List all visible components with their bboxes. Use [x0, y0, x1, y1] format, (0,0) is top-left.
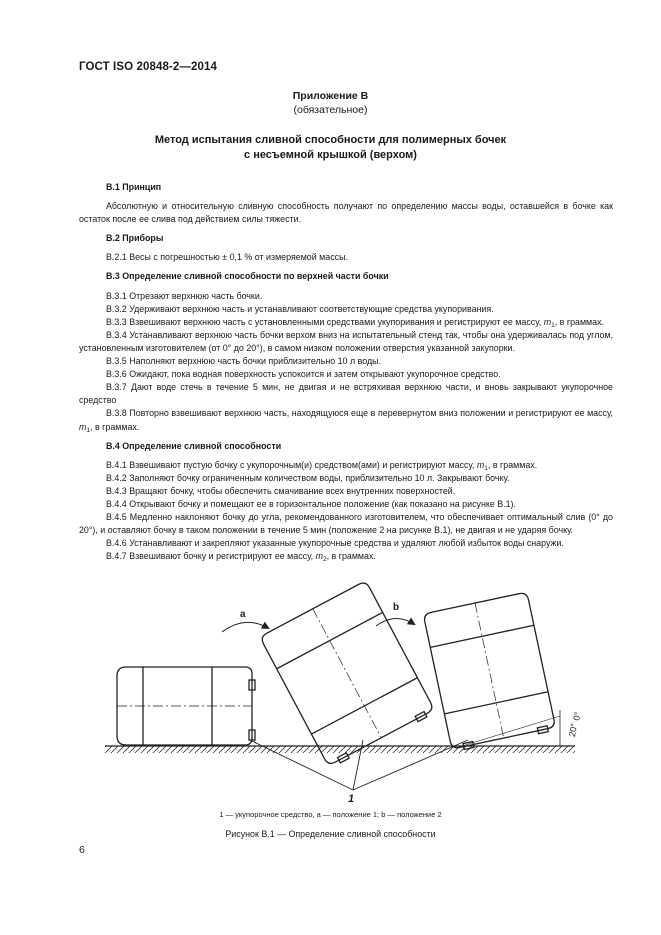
clause-b3-7: В.3.7 Дают воде стечь в течение 5 мин, не двигая и не встряхивая верхнюю части, и вновь закрывают укупорочное средство	[79, 382, 613, 406]
clause-b4-3: В.4.3 Вращают бочку, чтобы обеспечить смачивание всех внутренних поверхностей.	[106, 485, 456, 496]
label-1: 1	[348, 793, 355, 805]
annex-heading-line-1: Метод испытания сливной способности для полимерных бочек	[154, 134, 507, 146]
clause-b3-5: В.3.5 Наполняют верхнюю часть бочки приблизительно 10 л воды.	[106, 356, 381, 367]
drum-horizontal	[117, 667, 255, 745]
annex-heading-line-2: с несъемной крышкой (верхом)	[244, 149, 417, 161]
drum-tilted-a	[260, 581, 436, 769]
label-b: b	[393, 602, 400, 613]
annex-status: (обязательное)	[293, 104, 368, 116]
angle-label: 20°	[566, 722, 580, 738]
figure-legend: 1 — укупорочное средство, a — положение 1; b — положение 2	[219, 810, 442, 819]
section-b1-title: В.1 Принцип	[106, 182, 162, 192]
section-b1-text: Абсолютную и относительную сливную способность получают по определению массы воды, оставшейся в бочке как остаток после ее слива под действием силы тяжести.	[79, 201, 613, 225]
clause-b4-1: В.4.1 Взвешивают пустую бочку с укупорочным(и) средством(ами) и регистрируют массу, $m_1$, в граммах.	[106, 459, 538, 472]
label-a: a	[240, 609, 246, 620]
clause-b4-6: В.4.6 Устанавливают и закрепляют указанные укупорочные средства и удаляют любой избыток воды снаружи.	[106, 538, 564, 549]
clause-b3-1: В.3.1 Отрезают верхнюю часть бочки.	[106, 290, 263, 301]
angle-ray	[462, 716, 560, 746]
annex-title: Приложение В	[292, 90, 369, 102]
clause-b4-4: В.4.4 Открывают бочку и помещают ее в горизонтальное положение (как показано на рисунке В.1).	[106, 498, 516, 509]
clause-b4-5: В.4.5 Медленно наклоняют бочку до угла, рекомендованного изготовителем, что обеспечивает оптимальный слив (0° до 20°), и оставляют бочку в таком положении в течение 5 мин (положение 2 на рисунке В.1), не двигая и не ударяя бочку.	[79, 512, 613, 536]
drum-tilted-b	[423, 592, 556, 752]
page-number: 6	[79, 844, 85, 856]
section-b3-title: В.3 Определение сливной способности по верхней части бочки	[106, 271, 389, 282]
ground-hatch	[105, 746, 575, 753]
clause-b3-8: В.3.8 Повторно взвешивают верхнюю часть, находящуюся еще в перевернутом вниз положении и регистрируют ее массу, $m_1$, в граммах.	[79, 408, 613, 434]
rotation-arrow-a	[222, 622, 268, 632]
clause-b3-4: В.3.4 Устанавливают верхнюю часть бочки верхом вниз на испытательный стенд так, чтобы она удерживалась под углом, установленным изготовителем (от 0° до 20°), в самом низком положении отверстия указанной закупорки.	[79, 329, 613, 353]
clause-b3-2: В.3.2 Удерживают верхнюю часть и устанавливают соответствующие средства укупоривания.	[106, 303, 494, 314]
clause-b2-1: В.2.1 Весы с погрешностью ± 0,1 % от измеряемой массы.	[106, 252, 348, 263]
section-b2-title: В.2 Приборы	[106, 233, 164, 244]
document-body	[79, 181, 613, 563]
angle-zero-label: 0°	[571, 711, 583, 722]
clause-b3-3: В.3.3 Взвешивают верхнюю часть с установленными средствами укупоривания и регистрируют ее массу, $m_1$, в граммах.	[106, 316, 604, 329]
clause-b4-2: В.4.2 Заполняют бочку ограниченным количеством воды, приблизительно 10 л. Закрывают бочку.	[106, 472, 510, 483]
drum-drain-figure	[100, 590, 583, 805]
clause-b4-7: В.4.7 Взвешивают бочку и регистрируют ее массу, $m_2$, в граммах.	[106, 551, 376, 564]
rotation-arrow-b	[376, 618, 414, 626]
section-b4-title: В.4 Определение сливной способности	[106, 440, 282, 451]
clause-b3-6: В.3.6 Ожидают, пока водная поверхность успокоится и затем открывают укупорочное средство.	[106, 369, 501, 380]
annex-heading	[0, 133, 661, 163]
document-header: ГОСТ ISO 20848-2—2014	[79, 61, 217, 73]
figure-caption: Рисунок В.1 — Определение сливной способности	[225, 829, 436, 839]
